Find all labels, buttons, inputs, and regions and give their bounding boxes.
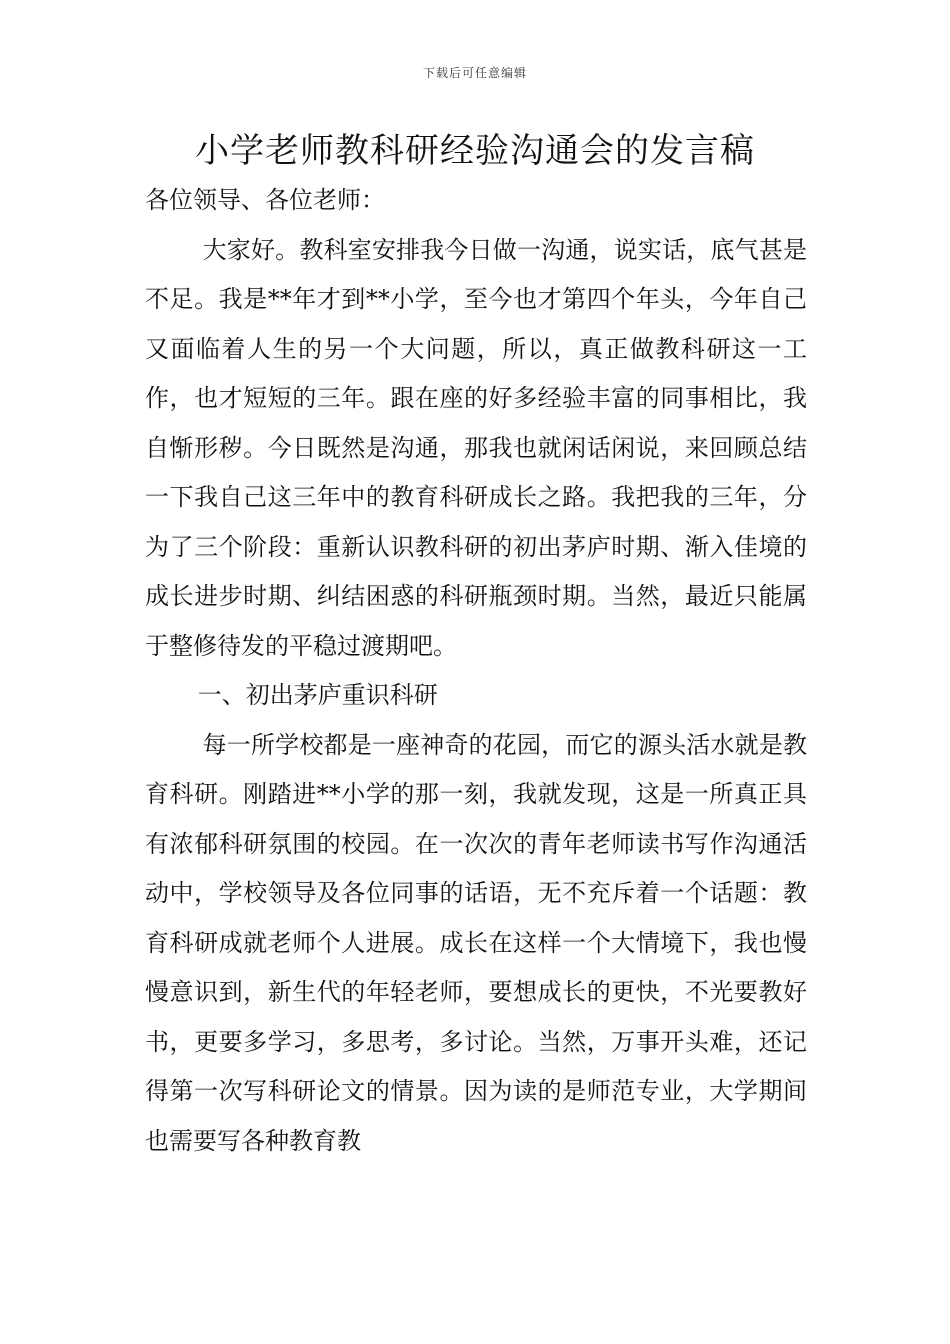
document-body (145, 176, 807, 1166)
paragraph-intro: 大家好。教科室安排我今日做一沟通，说实话，底气甚是不足。我是**年才到**小学，至今也才第四个年头，今年自己又面临着人生的另一个大问题，所以，真正做教科研这一工作，也才短短的三年。跟在座的好多经验丰富的同事相比，我自惭形秽。今日既然是沟通，那我也就闲话闲说，来回顾总结一下我自己这三年中的教育科研成长之路。我把我的三年，分为了三个阶段：重新认识教科研的初出茅庐时期、渐入佳境的成长进步时期、纠结困惑的科研瓶颈时期。当然，最近只能属于整修待发的平稳过渡期吧。 (145, 235, 807, 660)
document-title: 小学老师教科研经验沟通会的发言稿 (195, 131, 755, 171)
paragraph-section-1: 每一所学校都是一座神奇的花园，而它的源头活水就是教育科研。刚踏进**小学的那一刻，我就发现，这是一所真正具有浓郁科研氛围的校园。在一次次的青年老师读书写作沟通活动中，学校领导及各位同事的话语，无不充斥着一个话题：教育科研成就老师个人进展。成长在这样一个大情境下，我也慢慢意识到，新生代的年轻老师，要想成长的更快，不光要教好书，更要多学习，多思考，多讨论。当然，万事开头难，还记得第一次写科研论文的情景。因为读的是师范专业，大学期间也需要写各种教育教 (145, 730, 807, 1155)
section-heading-1: 一、初出茅庐重识科研 (197, 681, 438, 709)
header-note: 下载后可任意编辑 (422, 66, 527, 80)
salutation: 各位领导、各位老师： (145, 186, 385, 214)
